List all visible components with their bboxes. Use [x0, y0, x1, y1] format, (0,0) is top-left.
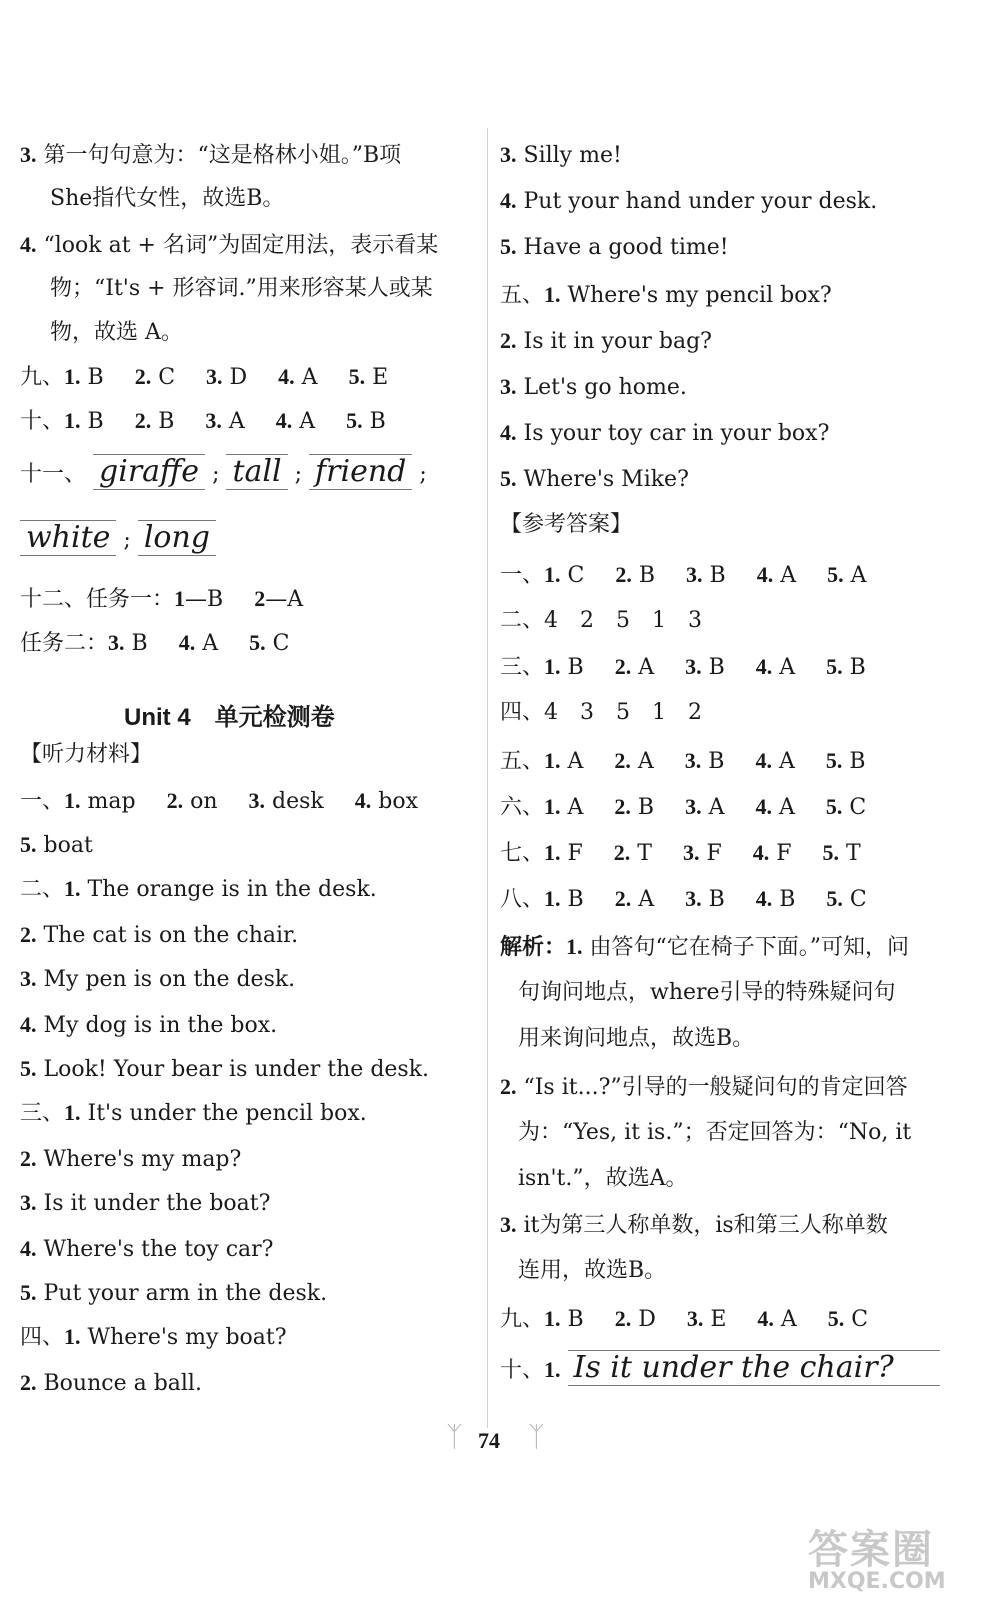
answer-ten-handwriting: 十、1. Is it under the chair? [500, 1350, 940, 1386]
column-divider [487, 128, 488, 1428]
listening-three-1: 三、1. It's under the pencil box. [20, 1100, 367, 1126]
explanation-4-line3: 物，故选 A。 [50, 320, 183, 345]
listening-three-3: 3. Is it under the boat? [20, 1190, 271, 1216]
handwritten-sentence: Is it under the chair? [568, 1350, 940, 1386]
analysis-2-line3: isn't.”，故选A。 [518, 1166, 688, 1191]
answer-one: 一、1. C 2. B 3. B 4. A 5. A [500, 562, 867, 588]
analysis-1-line2: 句询问地点，where引导的特殊疑问句 [518, 980, 896, 1005]
handwritten-word: white [20, 520, 116, 556]
listening-four-1: 四、1. Where's my boat? [20, 1324, 287, 1350]
watermark-logo: 答案圈 MXQE.COM [808, 1527, 946, 1594]
listening-four-4: 4. Put your hand under your desk. [500, 188, 878, 214]
leaf-ornament-icon: ᛉ [528, 1420, 545, 1453]
answer-two: 二、4 2 5 1 3 [500, 608, 703, 633]
answer-row-twelve: 十二、任务一：1—B 2—A [20, 586, 304, 612]
analysis-1-line3: 用来询问地点，故选B。 [518, 1026, 755, 1051]
answers-heading: 【参考答案】 [500, 512, 633, 537]
listening-five-4: 4. Is your toy car in your box? [500, 420, 830, 446]
answer-row-nine: 九、1. B 2. C 3. D 4. A 5. E [20, 364, 389, 390]
listening-two-2: 2. The cat is on the chair. [20, 922, 299, 948]
listening-heading: 【听力材料】 [20, 742, 153, 767]
answer-seven: 七、1. F 2. T 3. F 4. F 5. T [500, 840, 861, 866]
listening-five-3: 3. Let's go home. [500, 374, 687, 400]
handwritten-word: friend [309, 454, 412, 490]
listening-two-5: 5. Look! Your bear is under the desk. [20, 1056, 430, 1082]
listening-three-4: 4. Where's the toy car? [20, 1236, 274, 1262]
explanation-4-line2: 物；“It's + 形容词.”用来形容某人或某 [50, 276, 433, 301]
handwritten-word: tall [226, 454, 287, 490]
handwriting-row-1: 十一、 giraffe ; tall ; friend ; [20, 454, 427, 489]
answer-row-ten: 十、1. B 2. B 3. A 4. A 5. B [20, 408, 386, 434]
listening-two-4: 4. My dog is in the box. [20, 1012, 278, 1038]
page-number: 74 [478, 1428, 500, 1453]
answer-eight: 八、1. B 2. A 3. B 4. B 5. C [500, 886, 867, 912]
answer-six: 六、1. A 2. B 3. A 4. A 5. C [500, 794, 867, 820]
analysis-2-line1: 2. “Is it...?”引导的一般疑问句的肯定回答 [500, 1074, 908, 1100]
listening-two-3: 3. My pen is on the desk. [20, 966, 296, 992]
analysis-3-line1: 3. it为第三人称单数，is和第三人称单数 [500, 1212, 888, 1238]
listening-five-2: 2. Is it in your bag? [500, 328, 712, 354]
answer-row-task2: 任务二：3. B 4. A 5. C [20, 630, 290, 656]
listening-two-1: 二、1. The orange is in the desk. [20, 876, 377, 902]
listening-three-5: 5. Put your arm in the desk. [20, 1280, 328, 1306]
listening-one: 一、1. map 2. on 3. desk 4. box [20, 788, 418, 814]
listening-three-2: 2. Where's my map? [20, 1146, 242, 1172]
analysis-2-line2: 为：“Yes, it is.”；否定回答为：“No, it [518, 1120, 912, 1145]
answer-three: 三、1. B 2. A 3. B 4. A 5. B [500, 654, 866, 680]
listening-five-1: 五、1. Where's my pencil box? [500, 282, 832, 308]
listening-five-5: 5. Where's Mike? [500, 466, 689, 492]
handwritten-word: giraffe [93, 454, 205, 490]
handwriting-row-2: white ; long [20, 520, 216, 556]
listening-one-5: 5. boat [20, 832, 93, 858]
listening-four-2: 2. Bounce a ball. [20, 1370, 202, 1396]
explanation-4-line1: 4. “look at + 名词”为固定用法，表示看某 [20, 232, 439, 258]
handwritten-word: long [138, 520, 216, 556]
listening-four-5: 5. Have a good time! [500, 234, 729, 260]
analysis-1-line1: 解析：1. 由答句“它在椅子下面。”可知，问 [500, 934, 910, 960]
leaf-ornament-icon: ᛉ [446, 1420, 463, 1453]
answer-five: 五、1. A 2. A 3. B 4. A 5. B [500, 748, 866, 774]
unit-title: Unit 4 单元检测卷 [124, 704, 335, 731]
answer-four: 四、4 3 5 1 2 [500, 700, 703, 725]
explanation-3-line2: She指代女性，故选B。 [50, 186, 285, 211]
explanation-3-line1: 3. 第一句句意为：“这是格林小姐。”B项 [20, 142, 402, 168]
listening-four-3: 3. Silly me! [500, 142, 622, 168]
analysis-3-line2: 连用，故选B。 [518, 1258, 667, 1283]
answer-nine: 九、1. B 2. D 3. E 4. A 5. C [500, 1306, 869, 1332]
